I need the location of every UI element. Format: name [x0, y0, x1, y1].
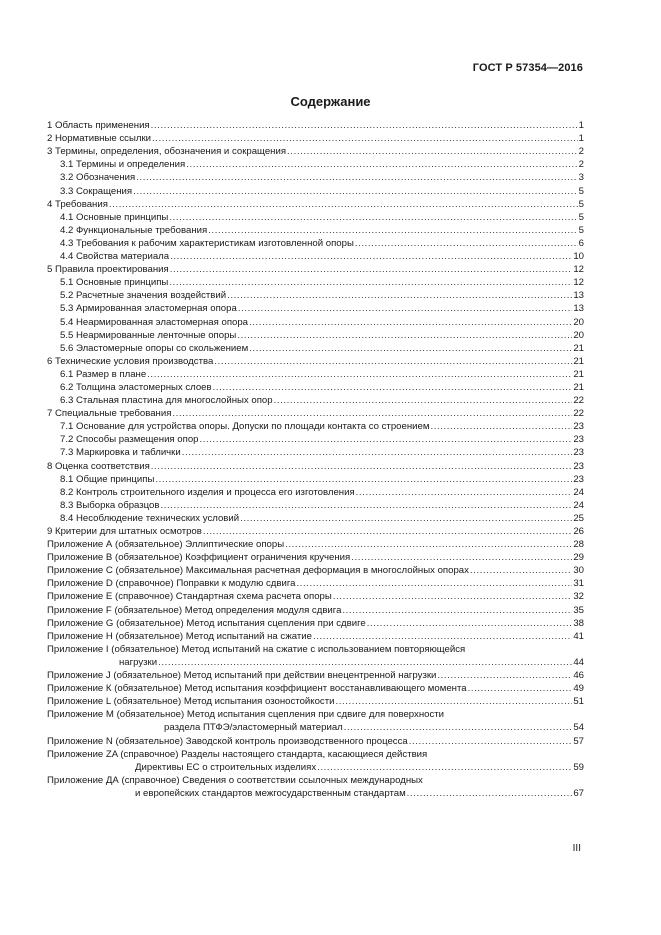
toc-leader-dots: [351, 552, 572, 564]
toc-entry[interactable]: [47, 682, 584, 695]
toc-leader-dots: [147, 369, 572, 381]
toc-entry[interactable]: [47, 237, 584, 250]
toc-entry-page: 51: [573, 696, 584, 708]
toc-entry-page: 20: [573, 316, 584, 328]
toc-leader-dots: [333, 591, 573, 603]
toc-entry-label: 5.5 Неармированные ленточные опоры: [60, 329, 237, 341]
toc-entry-page: 30: [573, 565, 584, 577]
toc-leader-dots: [342, 605, 572, 617]
toc-entry-page: 1: [578, 133, 584, 145]
toc-entry-label: Приложение Н (обязательное) Метод испытаний на сжатие: [47, 630, 312, 642]
toc-entry-label: Приложение F (обязательное) Метод определения модуля сдвига: [47, 604, 342, 616]
toc-leader-dots: [344, 722, 573, 734]
toc-entry-label: Приложение J (обязательное) Метод испытаний при действии внецентренной нагрузки: [47, 670, 437, 682]
toc-leader-dots: [155, 474, 572, 486]
toc-entry-label: 4.3 Требования к рабочим характеристикам изготовленной опоры: [60, 237, 354, 249]
toc-entry-label: 5.4 Неармированная эластомерная опора: [60, 316, 249, 328]
toc-entry-label: Директивы ЕС о строительных изделиях: [135, 761, 317, 773]
toc-entry[interactable]: [47, 433, 584, 446]
toc-entry-page: 31: [573, 578, 584, 590]
toc-entry[interactable]: [47, 499, 584, 512]
toc-leader-dots: [274, 395, 573, 407]
toc-entry[interactable]: [47, 198, 584, 211]
toc-entry-page: 28: [573, 539, 584, 551]
toc-entry-label: 3.2 Обозначения: [60, 172, 136, 184]
toc-leader-dots: [169, 212, 577, 224]
toc-entry[interactable]: [47, 551, 584, 564]
toc-entry-page: 21: [573, 368, 584, 380]
toc-entry-label: и европейских стандартов межгосударственным стандартам: [135, 787, 406, 799]
toc-leader-dots: [170, 264, 573, 276]
toc-entry[interactable]: [47, 656, 584, 669]
toc-entry-page: 3: [578, 172, 584, 184]
toc-entry-label: 7.1 Основание для устройства опоры. Допуски по площади контакта со строением: [60, 421, 430, 433]
toc-entry-label: Приложение G (обязательное) Метод испытания сцепления при сдвиге: [47, 617, 366, 629]
toc-leader-dots: [203, 526, 572, 538]
toc-entry-page: 22: [573, 408, 584, 420]
toc-entry[interactable]: [47, 669, 584, 682]
toc-entry-page: 41: [573, 630, 584, 642]
toc-leader-dots: [317, 762, 572, 774]
toc-leader-dots: [367, 618, 573, 630]
toc-leader-dots: [109, 199, 578, 211]
toc-leader-dots: [237, 330, 572, 342]
toc-entry-label: 4.1 Основные принципы: [60, 211, 169, 223]
toc-entry[interactable]: [47, 394, 584, 407]
toc-entry[interactable]: [47, 473, 584, 486]
toc-leader-dots: [296, 578, 572, 590]
toc-entry-page: 67: [573, 787, 584, 799]
toc-entry-label: раздела ПТФЭ/эластомерный материал: [164, 722, 343, 734]
toc-entry-page: 38: [573, 617, 584, 629]
toc-leader-dots: [468, 683, 573, 695]
toc-leader-dots: [437, 670, 572, 682]
toc-entry[interactable]: [47, 564, 584, 577]
document-code: ГОСТ Р 57354—2016: [472, 62, 583, 74]
toc-entry-page: 54: [573, 722, 584, 734]
toc-entry-page: 13: [573, 303, 584, 315]
toc-entry-page: 29: [573, 552, 584, 564]
toc-entry[interactable]: [47, 787, 584, 800]
toc-leader-dots: [285, 539, 572, 551]
toc-leader-dots: [287, 146, 578, 158]
toc-leader-dots: [249, 343, 572, 355]
toc-entry[interactable]: [47, 263, 584, 276]
toc-leader-dots: [238, 303, 573, 315]
toc-entry-page: 5: [578, 224, 584, 236]
toc-leader-dots: [160, 500, 572, 512]
toc-entry[interactable]: [47, 171, 584, 184]
toc-leader-dots: [152, 133, 578, 145]
toc-entry-page: 23: [573, 460, 584, 472]
toc-entry-label: 5 Правила проектирования: [47, 264, 169, 276]
toc-entry[interactable]: [47, 211, 584, 224]
toc-leader-dots: [313, 631, 572, 643]
toc-leader-dots: [151, 461, 573, 473]
toc-entry[interactable]: [47, 119, 584, 132]
toc-entry-page: 5: [578, 198, 584, 210]
toc-entry-label: Приложение К (обязательное) Метод испытания коэффициент восстанавливающего момента: [47, 683, 467, 695]
toc-leader-dots: [470, 565, 572, 577]
toc-entry[interactable]: [47, 381, 584, 394]
toc-leader-dots: [227, 290, 572, 302]
toc-entry[interactable]: [47, 577, 584, 590]
toc-leader-dots: [169, 277, 572, 289]
toc-entry[interactable]: [47, 145, 584, 158]
toc-entry-label: Приложение L (обязательное) Метод испытания озоностойкости: [47, 696, 335, 708]
toc-entry[interactable]: [47, 761, 584, 774]
toc-entry-label: нагрузки: [119, 656, 158, 668]
toc-entry-label: 3.3 Сокращения: [60, 185, 133, 197]
toc-entry-page: 6: [578, 237, 584, 249]
toc-entry-label: Приложение ZA (справочное) Разделы настоящего стандарта, касающиеся действия: [47, 748, 428, 760]
toc-entry-page: 23: [573, 473, 584, 485]
toc-leader-dots: [355, 238, 578, 250]
toc-entry-page: 46: [573, 670, 584, 682]
toc-entry-label: Приложение В (обязательное) Коэффициент ограничения кручения: [47, 552, 351, 564]
toc-leader-dots: [407, 788, 573, 800]
toc-entry-page: 23: [573, 434, 584, 446]
toc-entry-label: 6 Технические условия производства: [47, 355, 214, 367]
toc-entry[interactable]: [47, 748, 584, 761]
toc-leader-dots: [213, 382, 573, 394]
toc-entry[interactable]: [47, 721, 584, 734]
toc-entry-page: 5: [578, 211, 584, 223]
toc-entry-page: 25: [573, 512, 584, 524]
toc-entry-label: 7.2 Способы размещения опор: [60, 434, 199, 446]
toc-leader-dots: [240, 513, 572, 525]
toc-entry[interactable]: [47, 368, 584, 381]
toc-entry[interactable]: [47, 446, 584, 459]
toc-entry-label: 8.4 Несоблюдение технических условий: [60, 512, 240, 524]
toc-entry-label: 6.2 Толщина эластомерных слоев: [60, 381, 212, 393]
toc-entry-label: 7 Специальные требования: [47, 408, 172, 420]
page-title: Содержание: [290, 94, 371, 109]
toc-entry-label: Приложение D (справочное) Поправки к модулю сдвига: [47, 578, 296, 590]
toc-leader-dots: [158, 657, 572, 669]
toc-entry-label: 5.3 Армированная эластомерная опора: [60, 303, 237, 315]
toc-entry-label: 3.1 Термины и определения: [60, 159, 186, 171]
toc-entry-label: 5.6 Эластомерные опоры со скольжением: [60, 342, 249, 354]
toc-entry-page: 21: [573, 381, 584, 393]
toc-entry-page: 24: [573, 499, 584, 511]
toc-entry[interactable]: [47, 132, 584, 145]
toc-entry-label: 4.4 Свойства материала: [60, 251, 170, 263]
toc-entry[interactable]: [47, 630, 584, 643]
toc-entry-label: 8 Оценка соответствия: [47, 460, 150, 472]
toc-entry-label: 8.2 Контроль строительного изделия и процесса его изготовления: [60, 486, 355, 498]
toc-entry-label: 4.2 Функциональные требования: [60, 224, 208, 236]
toc-entry[interactable]: [47, 695, 584, 708]
toc-entry-label: 7.3 Маркировка и таблички: [60, 447, 181, 459]
toc-entry-label: 4 Требования: [47, 198, 108, 210]
toc-entry-label: 1 Область применения: [47, 120, 150, 132]
toc-entry-label: Приложение Е (справочное) Стандартная схема расчета опоры: [47, 591, 332, 603]
toc-leader-dots: [249, 317, 572, 329]
toc-entry-page: 5: [578, 185, 584, 197]
toc-entry-page: 44: [573, 656, 584, 668]
toc-entry-page: 1: [578, 120, 584, 132]
toc-entry[interactable]: [47, 486, 584, 499]
toc-entry-page: 22: [573, 395, 584, 407]
toc-entry[interactable]: [47, 774, 584, 787]
toc-entry[interactable]: [47, 158, 584, 171]
toc-entry-page: 21: [573, 355, 584, 367]
toc-entry-label: Приложение А (обязательное) Эллиптические опоры: [47, 539, 285, 551]
toc-leader-dots: [182, 447, 573, 459]
toc-entry-page: 26: [573, 526, 584, 537]
table-of-contents: [47, 119, 584, 800]
toc-entry-label: 8.1 Общие принципы: [60, 473, 155, 485]
toc-leader-dots: [430, 421, 572, 433]
toc-entry-page: 13: [573, 290, 584, 302]
toc-entry-page: 59: [573, 761, 584, 773]
toc-entry[interactable]: [47, 329, 584, 342]
toc-entry-label: 8.3 Выборка образцов: [60, 499, 160, 511]
toc-entry-label: 5.2 Расчетные значения воздействий: [60, 290, 227, 302]
toc-entry[interactable]: [47, 590, 584, 603]
toc-entry[interactable]: [47, 617, 584, 630]
toc-entry-page: 21: [573, 342, 584, 354]
toc-entry[interactable]: [47, 355, 584, 368]
toc-entry-page: 2: [578, 146, 584, 158]
toc-entry-page: 23: [573, 421, 584, 433]
toc-entry-page: 32: [573, 591, 584, 603]
toc-leader-dots: [186, 159, 577, 171]
toc-entry[interactable]: [47, 224, 584, 237]
toc-entry[interactable]: [47, 302, 584, 315]
toc-entry-label: 3 Термины, определения, обозначения и сокращения: [47, 146, 287, 158]
page-number: III: [572, 843, 581, 854]
toc-leader-dots: [200, 434, 573, 446]
toc-leader-dots: [172, 408, 572, 420]
toc-entry-page: 24: [573, 486, 584, 498]
toc-entry[interactable]: [47, 603, 584, 616]
toc-leader-dots: [356, 487, 573, 499]
toc-entry[interactable]: [47, 184, 584, 197]
toc-entry[interactable]: [47, 289, 584, 302]
toc-leader-dots: [133, 186, 578, 198]
toc-entry-label: Приложение С (обязательное) Максимальная расчетная деформация в многослойных опорах: [47, 565, 469, 577]
toc-leader-dots: [214, 356, 572, 368]
toc-entry-page: 12: [573, 277, 584, 289]
toc-entry-page: 49: [573, 683, 584, 695]
toc-entry-label: Приложение М (обязательное) Метод испытания сцепления при сдвиге для поверхности: [47, 709, 445, 721]
toc-entry-label: 6.1 Размер в плане: [60, 368, 147, 380]
toc-entry-page: 10: [573, 251, 584, 263]
toc-entry[interactable]: [47, 525, 584, 538]
toc-entry[interactable]: [47, 538, 584, 551]
toc-entry-label: 5.1 Основные принципы: [60, 277, 169, 289]
toc-entry-page: 23: [573, 447, 584, 459]
toc-entry[interactable]: [47, 342, 584, 355]
toc-entry[interactable]: [47, 459, 584, 472]
toc-entry-page: 12: [573, 264, 584, 276]
toc-entry[interactable]: [47, 315, 584, 328]
toc-entry-page: 2: [578, 159, 584, 171]
toc-entry-page: 35: [573, 604, 584, 616]
toc-leader-dots: [136, 172, 577, 184]
toc-entry[interactable]: [47, 708, 584, 721]
toc-entry[interactable]: [47, 276, 584, 289]
toc-entry-label: Приложение I (обязательное) Метод испытаний на сжатие с использованием повторяющейся: [47, 643, 466, 655]
toc-entry[interactable]: [47, 420, 584, 433]
toc-entry[interactable]: [47, 512, 584, 525]
toc-entry[interactable]: [47, 643, 584, 656]
toc-entry-page: 20: [573, 329, 584, 341]
toc-entry[interactable]: [47, 734, 584, 747]
toc-leader-dots: [409, 736, 573, 748]
toc-entry-label: 6.3 Стальная пластина для многослойных опор: [60, 395, 273, 407]
toc-entry-label: 2 Нормативные ссылки: [47, 133, 152, 145]
toc-leader-dots: [170, 251, 572, 263]
toc-entry-label: Приложение ДА (справочное) Сведения о соответствии ссылочных международных: [47, 774, 423, 786]
toc-leader-dots: [151, 120, 578, 132]
toc-leader-dots: [335, 696, 572, 708]
toc-entry-page: 57: [573, 735, 584, 747]
toc-entry[interactable]: [47, 250, 584, 263]
toc-entry-label: 9 Критерии для штатных осмотров: [47, 526, 202, 537]
toc-entry-label: Приложение N (обязательное) Заводской контроль производственного процесса: [47, 735, 408, 747]
toc-entry[interactable]: [47, 407, 584, 420]
toc-leader-dots: [208, 225, 577, 237]
